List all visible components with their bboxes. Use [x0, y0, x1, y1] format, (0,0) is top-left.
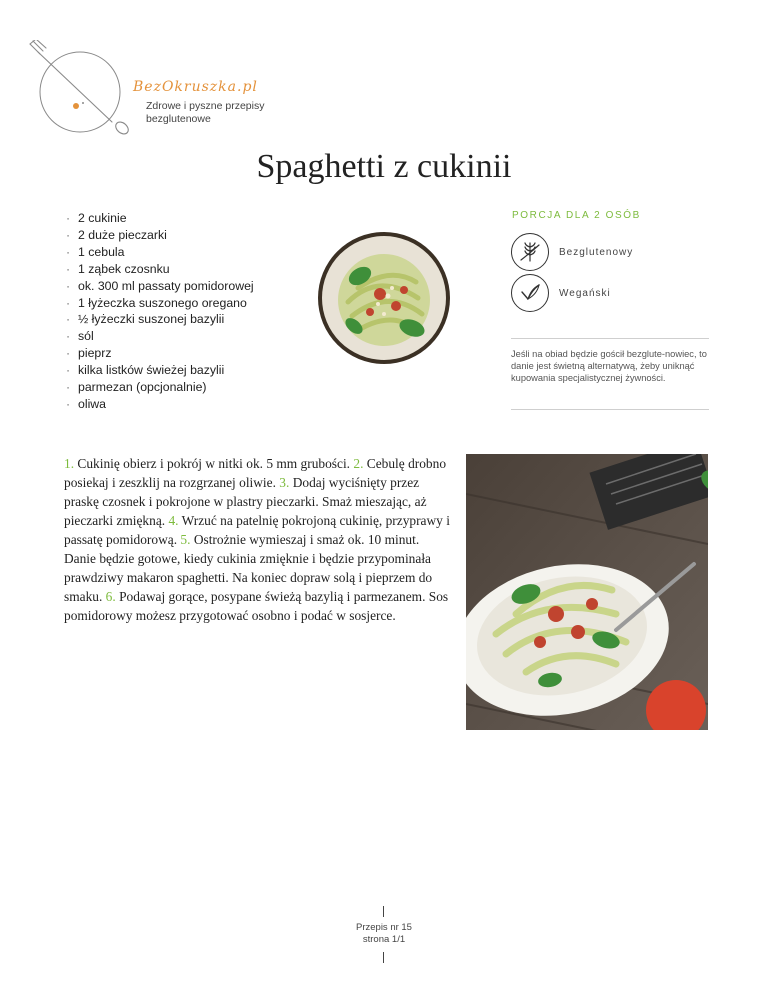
dish-photo-main — [466, 454, 708, 730]
step-text: Cukinię obierz i pokrój w nitki ok. 5 mm grubości. — [77, 456, 351, 471]
portion-label: PORCJA DLA 2 OSÓB — [512, 210, 641, 221]
ingredient-list — [66, 210, 254, 413]
step-text: Podawaj gorące, posypane świeżą bazylią i parmezanem. Sos pomidorowy możesz przygotować osobno i podać w sosjerce. — [64, 589, 449, 623]
recipe-title: Spaghetti z cukinii — [256, 148, 512, 185]
divider — [511, 338, 709, 339]
gluten-free-icon — [511, 233, 549, 271]
vegan-check-icon — [511, 274, 549, 312]
step-text: Cebulę drobno posiekaj i zeszklij na rozgrzanej oliwie. — [64, 456, 447, 490]
step-number: 2. — [353, 456, 364, 471]
step-number: 3. — [279, 475, 290, 490]
instructions — [64, 454, 454, 625]
tagline: Zdrowe i pyszne przepisy bezglutenowe — [146, 100, 265, 125]
footer-recipe-number: Przepis nr 15 — [356, 922, 412, 933]
ingredient-item: · ok. 300 ml passaty pomidorowej — [66, 278, 254, 295]
ingredient-item: · 1 ząbek czosnku — [66, 261, 254, 278]
footer-divider — [383, 952, 384, 963]
dish-photo-round — [318, 232, 450, 364]
footer-divider — [383, 906, 384, 917]
divider — [511, 409, 709, 410]
step-number: 6. — [105, 589, 116, 604]
footer-page-number: strona 1/1 — [362, 934, 406, 945]
feature-gluten-free — [511, 233, 633, 271]
ingredient-item: · sól — [66, 328, 254, 345]
ingredient-item: · 1 łyżeczka suszonego oregano — [66, 295, 254, 312]
recipe-note: Jeśli na obiad będzie gościł bezglute-nowiec, to danie jest świetną alternatywą, żeby uniknąć kupowania specjalistycznej żywności. — [511, 349, 707, 383]
feature-label: Wegański — [559, 287, 611, 299]
step-number: 4. — [168, 513, 179, 528]
ingredient-item: · kilka listków świeżej bazylii — [66, 362, 254, 379]
feature-label: Bezglutenowy — [559, 246, 634, 258]
feature-vegan — [511, 274, 611, 312]
step-text: Dodaj wyciśnięty przez praskę czosnek i pokrojone w plastry pieczarki. Smaż mieszając, aż pieczarki zmiękną. — [64, 475, 427, 528]
brand-name: BezOkruszka.pl — [133, 79, 258, 95]
logo-icon — [28, 40, 140, 140]
step-number: 1. — [64, 456, 75, 471]
step-number: 5. — [180, 532, 191, 547]
ingredient-item: · oliwa — [66, 396, 254, 413]
ingredient-item: · ½ łyżeczki suszonej bazylii — [66, 311, 254, 328]
ingredient-item: · pieprz — [66, 345, 254, 362]
step-text: Wrzuć na patelnię pokrojoną cukinię, przyprawy i passatę pomidorową. — [64, 513, 450, 547]
ingredient-item: · 2 duże pieczarki — [66, 227, 254, 244]
ingredient-item: · 1 cebula — [66, 244, 254, 261]
step-text: Ostrożnie wymieszaj i smaż ok. 10 minut. Danie będzie gotowe, kiedy cukinia zmięknie i będzie przypominała prawdziwy makaron spaghetti. Na koniec dopraw solą i pieprzem do smaku. — [64, 532, 433, 604]
ingredient-item: · 2 cukinie — [66, 210, 254, 227]
ingredient-item: · parmezan (opcjonalnie) — [66, 379, 254, 396]
